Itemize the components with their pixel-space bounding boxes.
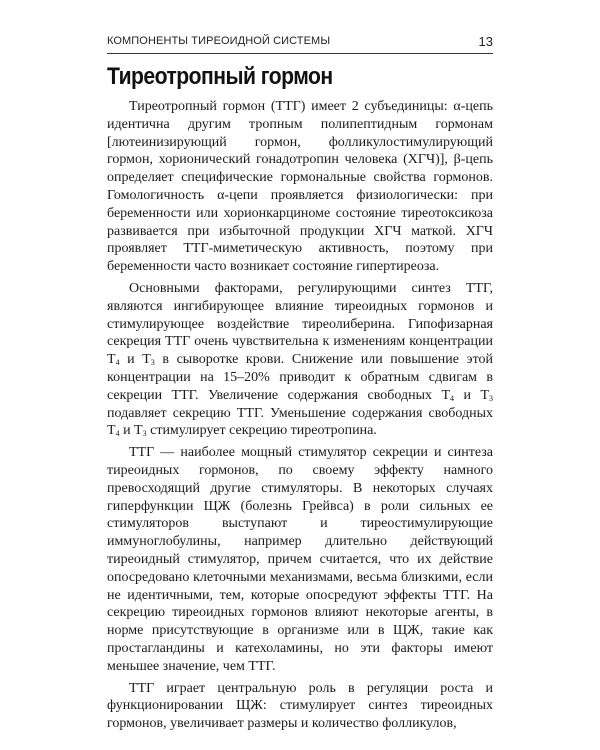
paragraph-4-text: ТТГ играет центральную роль в регуляции роста и функционировании ЩЖ: стимулирует синтез тиреоидных гормонов, увеличивает размеры и количество фолликулов,: [107, 680, 493, 732]
paragraph-2: [107, 280, 493, 440]
header-rule: [107, 53, 493, 54]
subscript-t4: 4: [115, 358, 120, 368]
subscript-t4: 4: [115, 429, 120, 439]
running-title: КОМПОНЕНТЫ ТИРЕОИДНОЙ СИСТЕМЫ: [107, 35, 331, 47]
paragraph-3-text: ТТГ — наиболее мощный стимулятор секреции и синтеза тиреоидных гормонов, по своему эффекту намного превосходящий другие стимуляторы. В некоторых случаях гиперфункции ЩЖ (болезнь Грейвса) в роли сильных ее стимуляторов выступают и тиреостимулирующие иммуноглобулины, например длительно действующий тиреоидный стимулятор, причем считается, что их действие опосредовано клеточными механизмами, весьма близкими, если не идентичными, тем, которые опосредуют эффекты ТТГ. На секрецию тиреоидных гормонов влияют некоторые агенты, в норме присутствующие в организме или в ЩЖ, такие как простагландины и катехоламины, но эти факторы имеют меньшее значение, чем ТТГ.: [107, 445, 493, 674]
paragraph-2-text: и Т: [119, 352, 151, 368]
paragraph-1: [107, 98, 493, 276]
running-header: [107, 30, 493, 52]
subscript-t3: 3: [142, 429, 147, 439]
paragraph-2-text: стимулирует секрецию тиреотропина.: [146, 423, 377, 439]
subscript-t4: 4: [450, 393, 455, 403]
body-text: [107, 98, 493, 733]
paragraph-2-text: в сыворотке крови. Снижение или повышение этой концентрации на 15–20% приводит к обратным сдвигам в секреции ТТГ. Увеличение содержания свободных Т: [107, 352, 493, 403]
paragraph-2-text: и Т: [119, 423, 143, 439]
subscript-t3: 3: [150, 358, 155, 368]
section-heading: Тиреотропный гормон: [107, 63, 333, 90]
paragraph-2-text: подавляет секрецию ТТГ. Уменьшение содержания свободных Т: [107, 405, 493, 439]
paragraph-1-text: Тиреотропный гормон (ТТГ) имеет 2 субъединицы: α-цепь идентична другим тропным полипептидным гормонам [лютеинизирующий гормон, фолликулостимулирующий гормон, хорионический гонадотропин человека (ХГЧ)], β-цепь определяет специфические гормональные свойства гормонов. Гомологичность α-цепи проявляется физиологически: при беременности или хорионкарциноме состояние тиреотоксикоза развивается при избыточной продукции ХГЧ маткой. ХГЧ проявляет ТТГ-миметическую активность, поэтому при беременности часто возникает состояние гипертиреоза.: [107, 99, 493, 275]
paragraph-2-text: Основными факторами, регулирующими синтез ТТГ, являются ингибирующее влияние тиреоидных гормонов и стимулирующее воздействие тиреолиберина. Гипофизарная секреция ТТГ очень чувствительна к изменениям концентрации Т: [107, 280, 493, 368]
paragraph-2-text: и Т: [454, 387, 490, 403]
page-number: 13: [478, 33, 493, 49]
paragraph-3: [107, 444, 493, 675]
subscript-t3: 3: [489, 393, 494, 403]
paragraph-4: [107, 680, 493, 733]
